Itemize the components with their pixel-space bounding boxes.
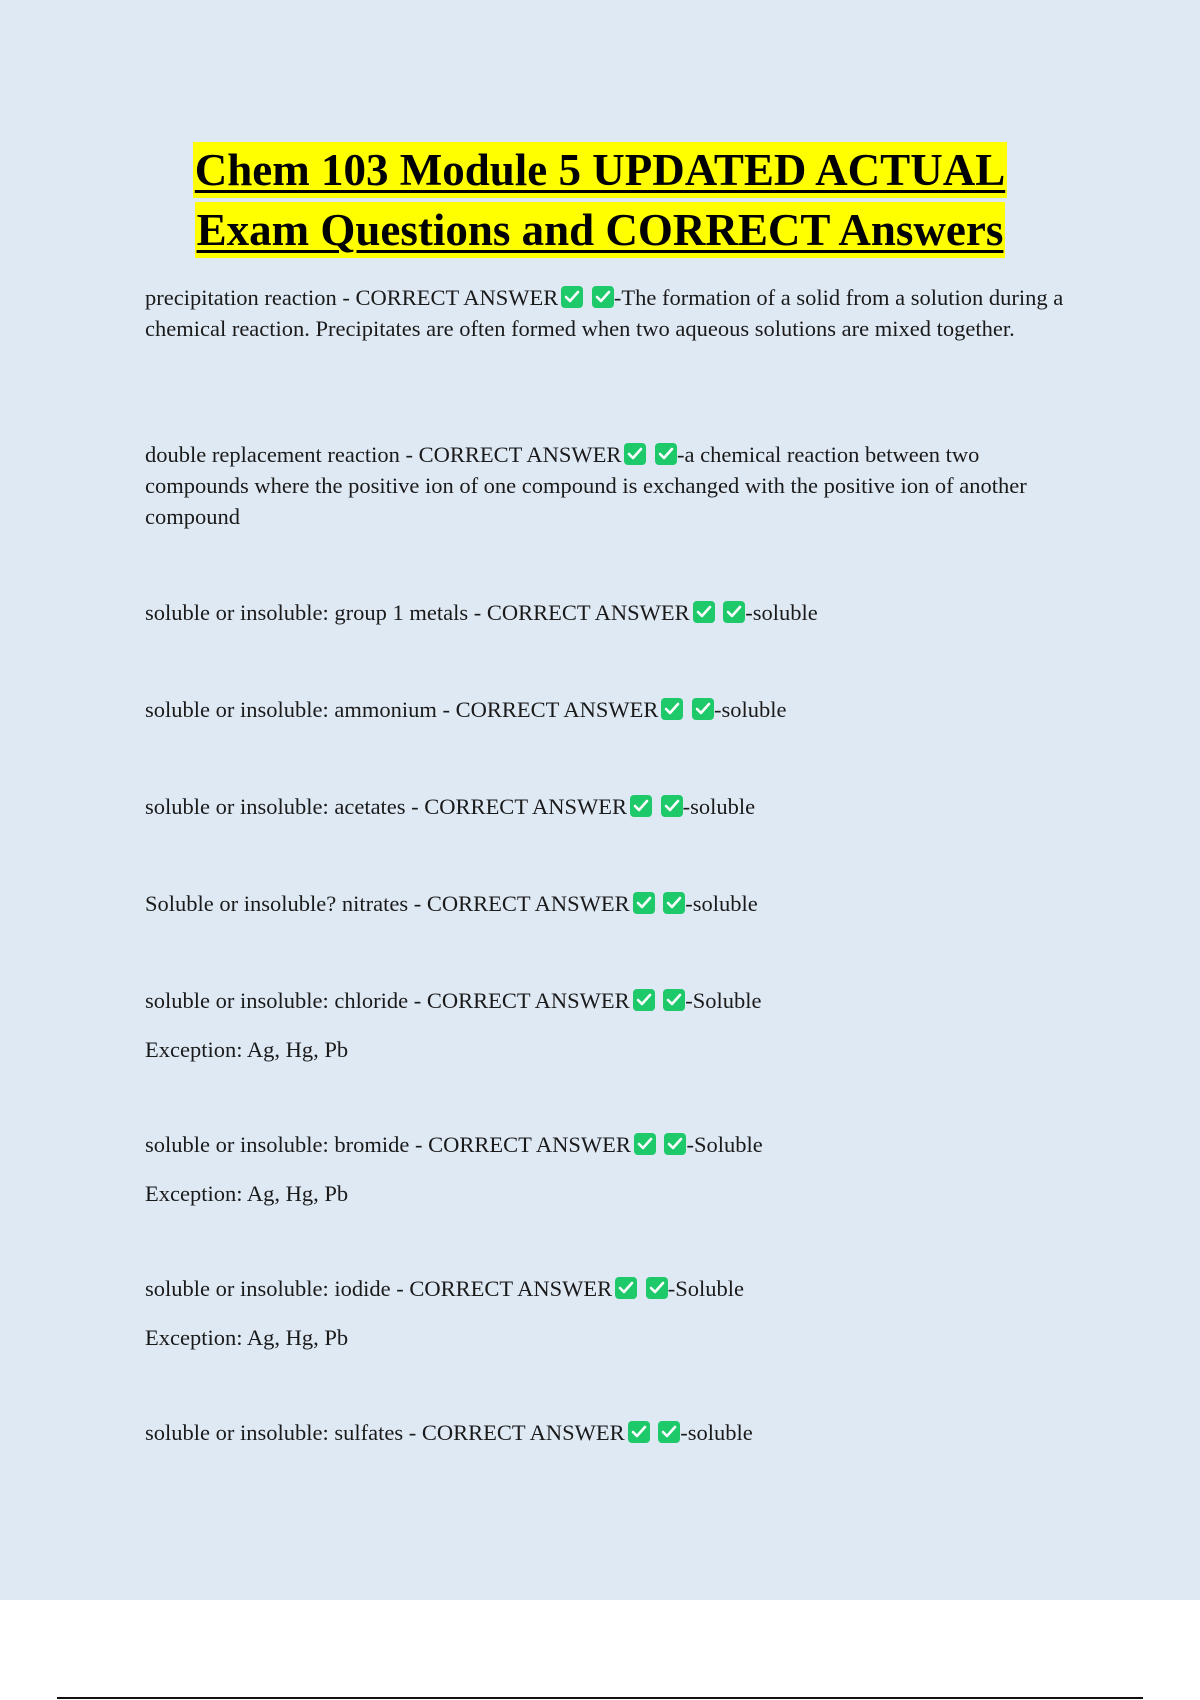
- qa-item: [145, 282, 1080, 439]
- answer-marker: CORRECT ANSWER: [424, 794, 628, 819]
- check-mark-icon: [634, 1133, 656, 1155]
- qa-text: [145, 439, 1080, 532]
- question-text: soluble or insoluble: chloride -: [145, 988, 427, 1013]
- answer-text: -soluble: [680, 1420, 753, 1445]
- qa-text: [145, 282, 1080, 344]
- question-text: Soluble or insoluble? nitrates -: [145, 891, 427, 916]
- qa-item: [145, 1417, 1080, 1477]
- check-mark-icon: [655, 443, 677, 465]
- check-mark-icon: [633, 989, 655, 1011]
- answer-text: -Soluble: [667, 1276, 744, 1301]
- qa-item: [145, 597, 1080, 694]
- answer-text: -Soluble: [685, 988, 762, 1013]
- qa-item: [145, 694, 1080, 791]
- check-mark-icon: [692, 698, 714, 720]
- qa-item: [145, 439, 1080, 597]
- qa-text: [145, 597, 1080, 628]
- qa-text: [145, 985, 1080, 1016]
- qa-text: [145, 1417, 1080, 1448]
- qa-item: [145, 888, 1080, 985]
- answer-text: -soluble: [685, 891, 758, 916]
- check-mark-icon: [661, 795, 683, 817]
- qa-item: [145, 1129, 1080, 1273]
- answer-text: -The formation of a solid from a solution during a chemical reaction. Precipitates are often formed when two aqueous solutions are mixed together.: [145, 285, 1064, 341]
- exception-note: Exception: Ag, Hg, Pb: [145, 1037, 349, 1062]
- check-mark-icon: [633, 892, 655, 914]
- qa-list: [145, 282, 1080, 1477]
- question-text: soluble or insoluble: group 1 metals -: [145, 600, 487, 625]
- question-text: double replacement reaction -: [145, 442, 419, 467]
- answer-marker: CORRECT ANSWER: [428, 1132, 631, 1157]
- title-line-1: Chem 103 Module 5 UPDATED ACTUAL: [193, 142, 1007, 198]
- answer-marker: CORRECT ANSWER: [455, 697, 659, 722]
- qa-item: [145, 985, 1080, 1129]
- question-text: soluble or insoluble: acetates -: [145, 794, 425, 819]
- check-mark-icon: [693, 601, 715, 623]
- exception-note: Exception: Ag, Hg, Pb: [145, 1181, 349, 1206]
- title-line-2: Exam Questions and CORRECT Answers: [195, 202, 1006, 258]
- check-mark-icon: [592, 286, 614, 308]
- document-title: [0, 142, 1200, 258]
- check-mark-icon: [661, 698, 683, 720]
- question-text: precipitation reaction -: [145, 285, 356, 310]
- check-mark-icon: [658, 1421, 680, 1443]
- check-mark-icon: [628, 1421, 650, 1443]
- answer-marker: CORRECT ANSWER: [426, 988, 630, 1013]
- check-mark-icon: [615, 1277, 637, 1299]
- qa-text: [145, 888, 1080, 919]
- footer-divider: [57, 1697, 1143, 1699]
- answer-marker: CORRECT ANSWER: [418, 442, 622, 467]
- qa-item: [145, 1273, 1080, 1417]
- check-mark-icon: [664, 1133, 686, 1155]
- exception-note: Exception: Ag, Hg, Pb: [145, 1325, 349, 1350]
- qa-text: [145, 1273, 1080, 1304]
- answer-marker: CORRECT ANSWER: [426, 891, 630, 916]
- qa-item: [145, 791, 1080, 888]
- check-mark-icon: [630, 795, 652, 817]
- answer-marker: CORRECT ANSWER: [355, 285, 559, 310]
- answer-text: -a chemical reaction between two compounds where the positive ion of one compound is exchanged with the positive ion of another compound: [145, 442, 1027, 529]
- check-mark-icon: [624, 443, 646, 465]
- answer-text: -Soluble: [686, 1132, 763, 1157]
- answer-marker: CORRECT ANSWER: [409, 1276, 613, 1301]
- answer-text: -soluble: [713, 697, 787, 722]
- qa-text: [145, 791, 1080, 822]
- check-mark-icon: [663, 989, 685, 1011]
- check-mark-icon: [646, 1277, 668, 1299]
- check-mark-icon: [561, 286, 583, 308]
- check-mark-icon: [663, 892, 685, 914]
- question-text: soluble or insoluble: bromide -: [145, 1132, 429, 1157]
- answer-marker: CORRECT ANSWER: [486, 600, 690, 625]
- check-mark-icon: [723, 601, 745, 623]
- question-text: soluble or insoluble: ammonium -: [145, 697, 456, 722]
- qa-text: [145, 694, 1080, 725]
- qa-text: [145, 1129, 1080, 1160]
- answer-text: -soluble: [745, 600, 818, 625]
- answer-marker: CORRECT ANSWER: [421, 1420, 625, 1445]
- answer-text: -soluble: [682, 794, 756, 819]
- question-text: soluble or insoluble: sulfates -: [145, 1420, 422, 1445]
- question-text: soluble or insoluble: iodide -: [145, 1276, 410, 1301]
